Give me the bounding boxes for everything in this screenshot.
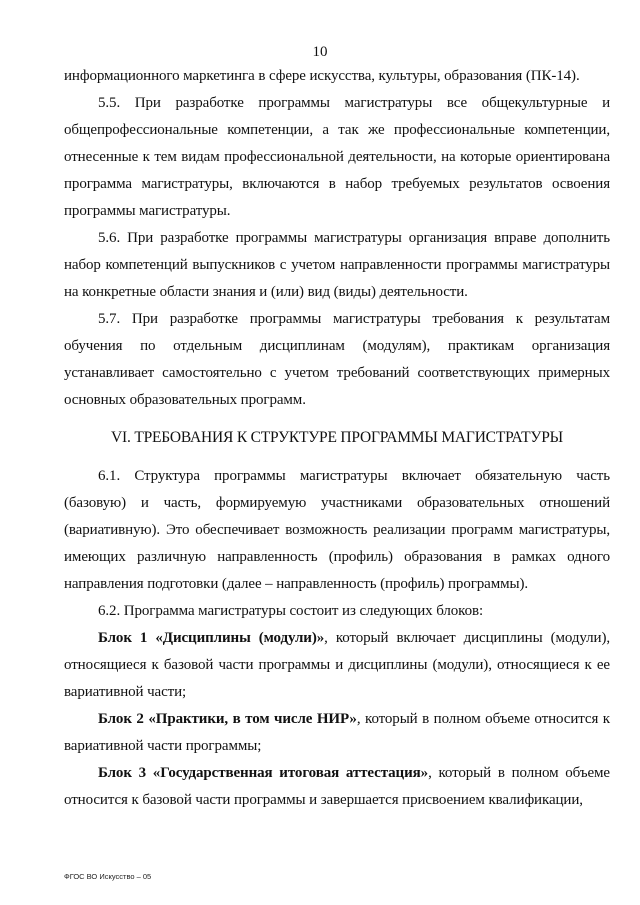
paragraph-5-7: 5.7. При разработке программы магистратуры требования к результатам обучения по отдельным дисциплинам (модулям), практикам организация устанавливает самостоятельно с учетом требований соответствующих примерных основных образовательных программ.: [64, 311, 610, 408]
block-3-text: , который в полном объеме относится к базовой части программы и завершается присвоением квалификации,: [64, 765, 610, 808]
page-footer: ФГОС ВО Искусство – 05: [64, 872, 152, 881]
block-3-item: [64, 760, 610, 814]
paragraph-6-2: 6.2. Программа магистратуры состоит из следующих блоков:: [98, 603, 484, 619]
block-1-title: Блок 1 «Дисциплины (модули)»: [98, 630, 325, 646]
block-2-text: , который в полном объеме относится к вариативной части программы;: [64, 711, 610, 754]
block-1-text: , который включает дисциплины (модули), относящиеся к базовой части программы и дисциплины (модули), относящиеся к ее вариативной части;: [64, 630, 610, 700]
block-2-item: [64, 706, 610, 760]
block-2-title: Блок 2 «Практики, в том числе НИР»: [98, 711, 357, 727]
paragraph-5-6: 5.6. При разработке программы магистратуры организация вправе дополнить набор компетенций выпускников с учетом направленности программы магистратуры на конкретные области знания и (или) вид (виды) деятельности.: [64, 230, 610, 300]
page-number: 10: [312, 44, 328, 60]
paragraph-5-5: 5.5. При разработке программы магистратуры все общекультурные и общепрофессиональные компетенции, а так же профессиональные компетенции, отнесенные к тем видам профессиональной деятельности, на которые ориентирована программа магистратуры, включаются в набор требуемых результатов освоения программы магистратуры.: [64, 95, 610, 219]
section-heading-vi: VI. ТРЕБОВАНИЯ К СТРУКТУРЕ ПРОГРАММЫ МАГИСТРАТУРЫ: [111, 429, 563, 446]
paragraph-continuation: информационного маркетинга в сфере искусства, культуры, образования (ПК-14).: [64, 68, 580, 84]
paragraph-6-1: 6.1. Структура программы магистратуры включает обязательную часть (базовую) и часть, формируемую участниками образовательных отношений (вариативную). Это обеспечивает возможность реализации программ магистратуры, имеющих различную направленность (профиль) образования в рамках одного направления подготовки (далее – направленность (профиль) программы).: [64, 468, 610, 592]
block-3-title: Блок 3 «Государственная итоговая аттестация»: [98, 765, 429, 781]
document-body: [64, 63, 610, 814]
block-1-item: [64, 625, 610, 706]
